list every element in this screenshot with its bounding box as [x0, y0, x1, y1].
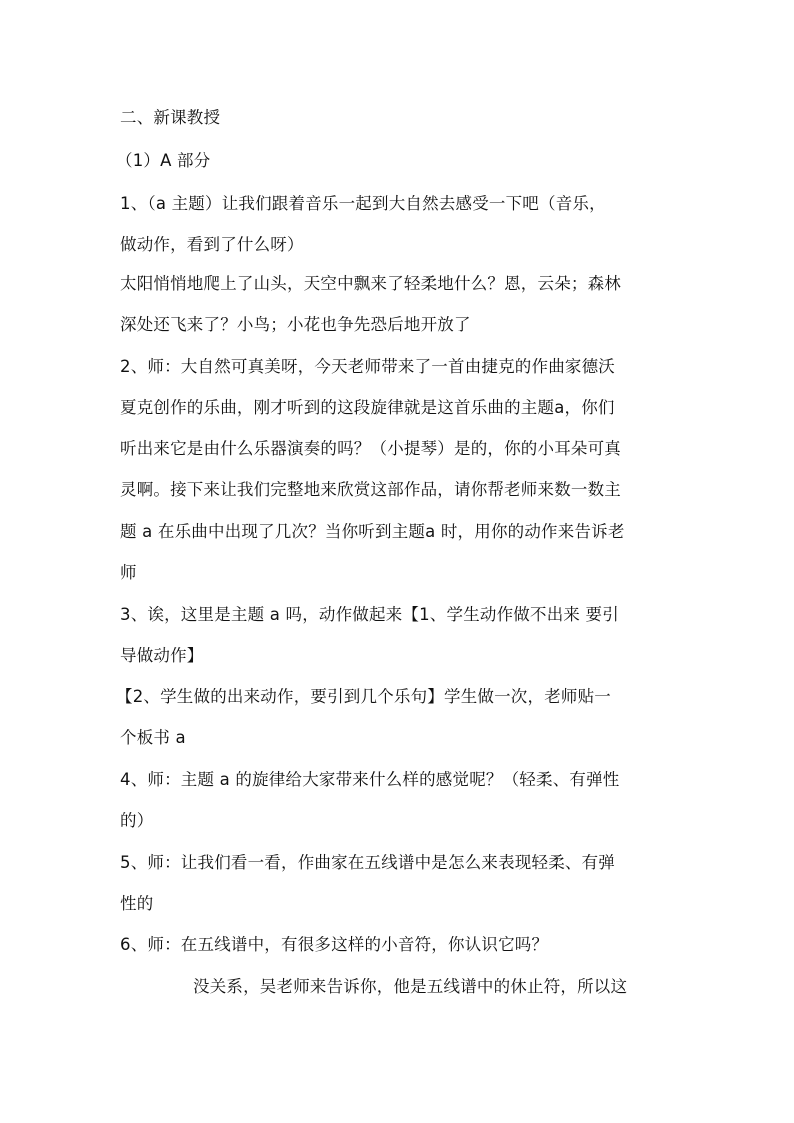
paragraph-line: 太阳悄悄地爬上了山头，天空中飘来了轻柔地什么？恩，云朵；森林 [120, 274, 621, 293]
paragraph-line: 没关系，吴老师来告诉你，他是五线谱中的休止符，所以这 [193, 977, 628, 996]
paragraph-line: 夏克创作的乐曲，刚才听到的这段旋律就是这首乐曲的主题a，你们 [120, 398, 615, 417]
paragraph-line: 做动作，看到了什么呀） [120, 235, 304, 254]
paragraph-line: 1、（a 主题）让我们跟着音乐一起到大自然去感受一下吧（音乐， [120, 194, 606, 213]
subsection-heading: （1）A 部分 [116, 151, 211, 170]
paragraph-line: 2、师：大自然可真美呀，今天老师带来了一首由捷克的作曲家德沃 [120, 357, 615, 376]
paragraph-line: 深处还飞来了？小鸟；小花也争先恐后地开放了 [120, 315, 471, 334]
paragraph-line: 听出来它是由什么乐器演奏的吗？（小提琴）是的，你的小耳朵可真 [120, 439, 621, 458]
paragraph-line: 题 a 在乐曲中出现了几次？当你听到主题a 时，用你的动作来告诉老 [120, 522, 625, 541]
paragraph-line: 4、师：主题 a 的旋律给大家带来什么样的感觉呢？（轻柔、有弹性 [120, 770, 620, 789]
paragraph-line: 个板书 a [120, 728, 186, 747]
paragraph-line: 性的 [120, 894, 154, 913]
paragraph-line: 导做动作】 [120, 646, 204, 665]
paragraph-line: 【2、学生做的出来动作，要引到几个乐句】学生做一次，老师贴一 [116, 687, 611, 706]
paragraph-line: 师 [120, 563, 137, 582]
paragraph-line: 6、师：在五线谱中，有很多这样的小音符，你认识它吗？ [120, 935, 549, 954]
paragraph-line: 5、师：让我们看一看，作曲家在五线谱中是怎么来表现轻柔、有弹 [120, 853, 615, 872]
paragraph-line: 灵啊。接下来让我们完整地来欣赏这部作品，请你帮老师来数一数主 [120, 480, 621, 499]
paragraph-line: 3、诶，这里是主题 a 吗，动作做起来【1、学生动作做不出来 要引 [120, 605, 619, 624]
section-heading: 二、新课教授 [120, 108, 221, 127]
paragraph-line: 的） [120, 811, 154, 830]
